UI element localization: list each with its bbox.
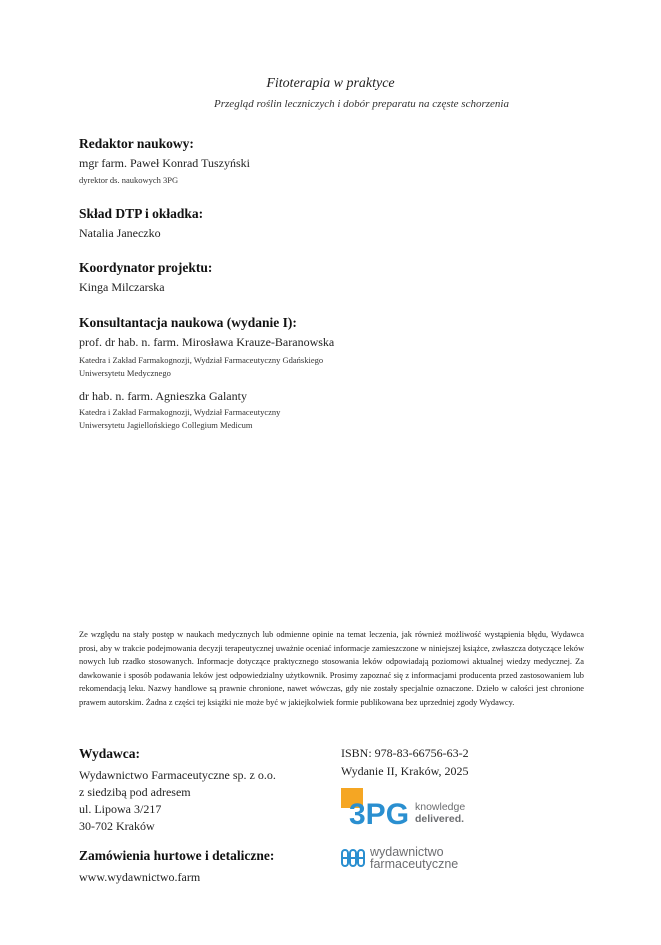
logo-3pg-tagline-1: knowledge [415,801,466,813]
book-subtitle [0,98,661,110]
consultant-affiliation-2a: Katedra i Zakład Farmakognozji, Wydział Farmaceutyczny [79,407,281,417]
editor-name: mgr farm. Paweł Konrad Tuszyński [79,156,250,170]
publisher-line-3: ul. Lipowa 3/217 [79,802,162,816]
consultant-name-2: dr hab. n. farm. Agnieszka Galanty [79,389,247,403]
logo-wydawnictwo-farmaceutyczne [341,842,491,870]
consultation-heading: Konsultantacja naukowa (wydanie I): [79,315,297,330]
logo-wf-icon [342,850,364,866]
publisher-line-4: 30-702 Kraków [79,819,155,833]
logo-wf-line-1: wydawnictwo [370,845,444,859]
coordinator-heading: Koordynator projektu: [79,260,213,275]
consultant-affiliation-1b: Uniwersytetu Medycznego [79,368,171,378]
publisher-heading: Wydawca: [79,746,140,761]
coordinator-name: Kinga Milczarska [79,280,165,294]
publisher-line-1: Wydawnictwo Farmaceutyczne sp. z o.o. [79,768,276,782]
book-title: Fitoterapia w praktyce [266,76,395,91]
publisher-line-2: z siedzibą pod adresem [79,785,191,799]
editor-heading: Redaktor naukowy: [79,136,194,151]
edition-info: Wydanie II, Kraków, 2025 [341,764,469,778]
dtp-name: Natalia Janeczko [79,226,161,240]
consultant-affiliation-1a: Katedra i Zakład Farmakognozji, Wydział Farmaceutyczny Gdańskiego [79,355,324,365]
logo-wf-graphic [341,842,491,870]
logo-wf-line-2: farmaceutyczne [370,857,459,870]
logo-3pg-graphic [341,788,471,828]
orders-url[interactable]: www.wydawnictwo.farm [79,870,201,884]
legal-disclaimer: Ze względu na stały postęp w naukach medycznych lub odmienne opinie na temat leczenia, jak również możliwość wystąpienia błędu, Wydawca prosi, aby w trakcie podejmowania decyzji terapeutycznej uważnie oceniać informacje zamieszczone w niniejszej książce, zwłaszcza dotyczące leków nowych lub rzadko stosowanych. Informacje dotyczące praktycznego stosowania leków odpowiadają poziomowi aktualnej wiedzy medycznej. Za dawkowanie i sposób podawania leków jest odpowiedzialny użytkownik. Prosimy zapoznać się z informacjami producenta przed zastosowaniem lub rekomendacją leku. Nazwy handlowe są prawnie chronione, nawet wówczas, gdy nie zostały specjalnie oznaczone. Dzieło w całości jest chronione prawem autorskim. Żadna z części tej książki nie może być w jakiejkolwiek formie publikowana bez uprzedniej zgody Wydawcy. [79,630,584,707]
consultant-affiliation-2b: Uniwersytetu Jagiellońskiego Collegium Medicum [79,420,253,430]
editor-role: dyrektor ds. naukowych 3PG [79,175,179,185]
logo-3pg-mark: 3PG [349,798,410,828]
isbn: ISBN: 978-83-66756-63-2 [341,746,469,760]
orders-heading: Zamówienia hurtowe i detaliczne: [79,848,275,863]
logo-3pg-tagline-2: delivered. [415,813,465,825]
consultant-name-1: prof. dr hab. n. farm. Mirosława Krauze-Baranowska [79,335,335,349]
dtp-heading: Skład DTP i okładka: [79,206,204,221]
book-subtitle-text: Przegląd roślin leczniczych i dobór preparatu na częste schorzenia [214,98,509,110]
logo-3pg [341,788,471,828]
